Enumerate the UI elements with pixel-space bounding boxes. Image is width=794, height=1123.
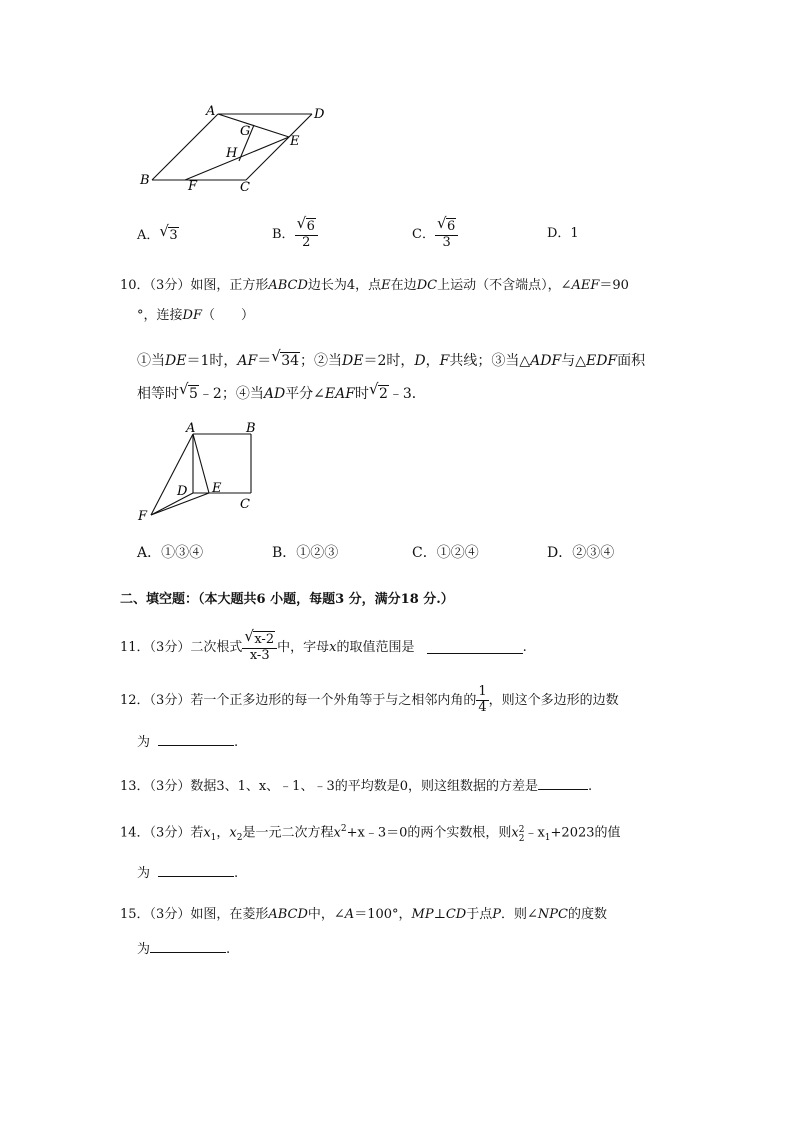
q10-line1: 10．（3分）如图，正方形ABCD边长为4，点E在边DC上运动（不含端点），∠AEF＝90 xyxy=(120,278,629,293)
q15-line1: 15．（3分）如图，在菱形ABCD中，∠A＝100°，MP⊥CD于点P．则∠NPC的度数 xyxy=(120,907,607,922)
q10-statements-line1: ①当DE＝1时，AF＝ √ 34；②当DE＝2时，D，F共线；③当△ADF与△EDF面积 xyxy=(137,347,646,369)
q11-answer-blank[interactable] xyxy=(427,641,523,654)
q13-answer-blank[interactable] xyxy=(538,777,588,790)
q10-statements-line2: 相等时 √ 5﹣2；④当AD平分∠EAF时 √ 2﹣3． xyxy=(137,380,426,402)
q12-line1: 12．（3分）若一个正多边形的每一个外角等于与之相邻内角的 $\frac{1}{4}$ ，则这个多边形的边数 xyxy=(120,684,619,715)
figure-parallelogram xyxy=(130,100,340,200)
fig1-label-h: H xyxy=(226,146,238,161)
q11: 11．（3分）二次根式 √ x-2 x-3 中，字母x的取值范围是 . xyxy=(120,627,527,663)
q10-option-d[interactable]: D．②③④ xyxy=(547,545,615,561)
fig1-label-b: B xyxy=(140,173,150,188)
q12-line2: 为 . xyxy=(137,735,239,750)
q12-answer-blank[interactable] xyxy=(158,733,234,746)
fig1-label-c: C xyxy=(240,180,250,195)
fig1-label-f: F xyxy=(188,179,198,194)
q10-option-b[interactable]: B．①②③ xyxy=(272,545,339,561)
fig2-label-a: A xyxy=(186,421,196,436)
fig1-label-g: G xyxy=(240,124,251,139)
figure-square xyxy=(130,415,270,525)
fig2-label-f: F xyxy=(138,509,148,524)
fig1-label-a: A xyxy=(206,104,216,119)
fig2-label-e: E xyxy=(212,481,222,496)
q13: 13．（3分）数据3、1、x、﹣1、﹣3的平均数是0，则这组数据的方差是 . xyxy=(120,779,593,794)
fig2-label-b: B xyxy=(246,421,256,436)
q15-line2: 为 . xyxy=(137,942,231,957)
q14-line2: 为 . xyxy=(137,866,239,881)
q9-option-d[interactable]: D．1 xyxy=(547,226,579,241)
fig1-label-d: D xyxy=(314,107,325,122)
q10-option-c[interactable]: C．①②④ xyxy=(412,545,479,561)
q10-option-a[interactable]: A．①③④ xyxy=(137,545,204,561)
section-2-title: 二、填空题：（本大题共6 小题，每题3 分，满分18 分.） xyxy=(120,592,454,607)
fig2-label-d: D xyxy=(177,484,188,499)
q14-line1: 14．（3分）若$x_1$，$x_2$是一元二次方程$x^2+x﹣3=0$的两个实数根，则x 2 2 $﹣x_1+2023$的值 xyxy=(120,824,621,844)
fig1-label-e: E xyxy=(290,134,300,149)
q9-option-b[interactable]: B． √ 6 2 xyxy=(272,218,318,251)
q15-answer-blank[interactable] xyxy=(150,940,226,953)
q10-line2: °，连接DF（ ） xyxy=(137,308,254,323)
q14-answer-blank[interactable] xyxy=(158,864,234,877)
fig2-label-c: C xyxy=(240,497,250,512)
q9-option-a[interactable]: A． √ 3 xyxy=(137,222,178,243)
q9-option-c[interactable]: C． √ 6 3 xyxy=(412,218,458,251)
